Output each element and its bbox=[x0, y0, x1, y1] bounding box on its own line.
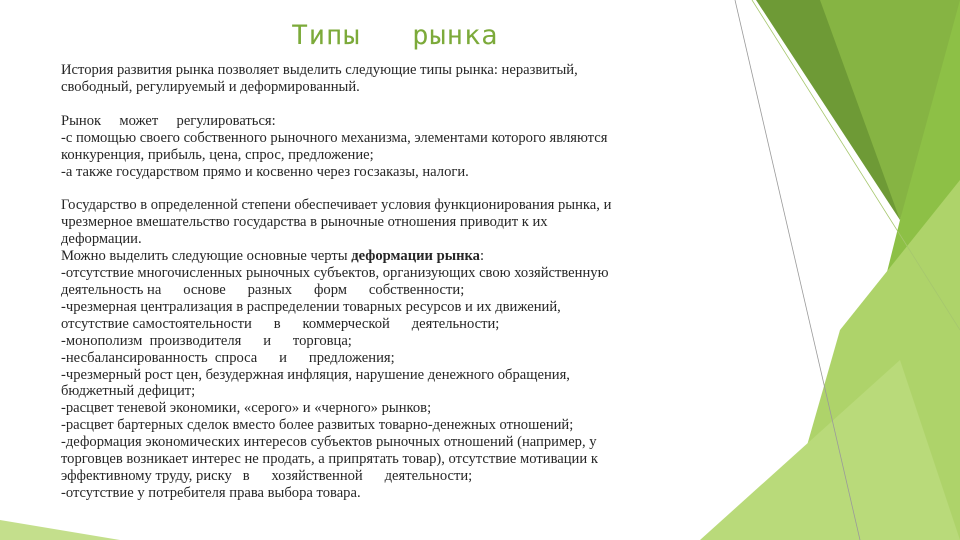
feature-line: -отсутствие многочисленных рыночных субъектов, организующих свою хозяйственную bbox=[61, 265, 609, 282]
features-intro-text: Можно выделить следующие основные черты bbox=[61, 248, 352, 265]
feature-line: -чрезмерная централизация в распределении товарных ресурсов и их движений, bbox=[61, 298, 561, 315]
feature-line: -расцвет бартерных сделок вместо более развитых товарно-денежных отношений; bbox=[61, 417, 574, 434]
state-paragraph bbox=[61, 197, 711, 501]
features-intro-bold: деформации рынка bbox=[351, 248, 480, 265]
feature-line: бюджетный дефицит; bbox=[61, 383, 196, 400]
regulation-line: -а также государством прямо и косвенно через госзаказы, налоги. bbox=[61, 163, 469, 180]
deco-bottom-left bbox=[0, 520, 120, 540]
feature-line: отсутствие самостоятельности в коммерческой деятельности; bbox=[61, 315, 500, 332]
slide-body bbox=[61, 62, 711, 519]
feature-line: -чрезмерный рост цен, безудержная инфляция, нарушение денежного обращения, bbox=[61, 366, 570, 383]
features-intro-colon: : bbox=[479, 248, 485, 265]
features-intro bbox=[61, 248, 711, 265]
intro-paragraph bbox=[61, 62, 711, 96]
intro-line: свободный, регулируемый и деформированный. bbox=[61, 78, 360, 95]
regulation-paragraph bbox=[61, 113, 711, 181]
feature-line: -расцвет теневой экономики, «серого» и «черного» рынков; bbox=[61, 400, 432, 417]
intro-line: История развития рынка позволяет выделить следующие типы рынка: неразвитый, bbox=[61, 62, 578, 78]
state-line: деформации. bbox=[61, 231, 142, 248]
regulation-line: Рынок может регулироваться: bbox=[61, 112, 276, 129]
feature-line: -отсутствие у потребителя права выбора товара. bbox=[61, 484, 361, 501]
regulation-line: конкуренция, прибыль, цена, спрос, предложение; bbox=[61, 146, 374, 163]
state-line: чрезмерное вмешательство государства в рыночные отношения приводит к их bbox=[61, 214, 548, 231]
feature-line: торговцев возникает интерес не продать, а припрятать товар), отсутствие мотивации к bbox=[61, 451, 598, 468]
feature-line: -деформация экономических интересов субъектов рыночных отношений (например, у bbox=[61, 434, 597, 451]
feature-line: эффективному труду, риску в хозяйственной деятельности; bbox=[61, 467, 473, 484]
state-line: Государство в определенной степени обеспечивает условия функционирования рынка, и bbox=[61, 197, 612, 214]
regulation-line: -с помощью своего собственного рыночного механизма, элементами которого являются bbox=[61, 129, 608, 146]
slide-title: Типы рынка bbox=[291, 20, 499, 51]
feature-line: -монополизм производителя и торговца; bbox=[61, 332, 352, 349]
feature-line: -несбалансированность спроса и предложения; bbox=[61, 349, 395, 366]
feature-line: деятельность на основе разных форм собственности; bbox=[61, 281, 465, 298]
